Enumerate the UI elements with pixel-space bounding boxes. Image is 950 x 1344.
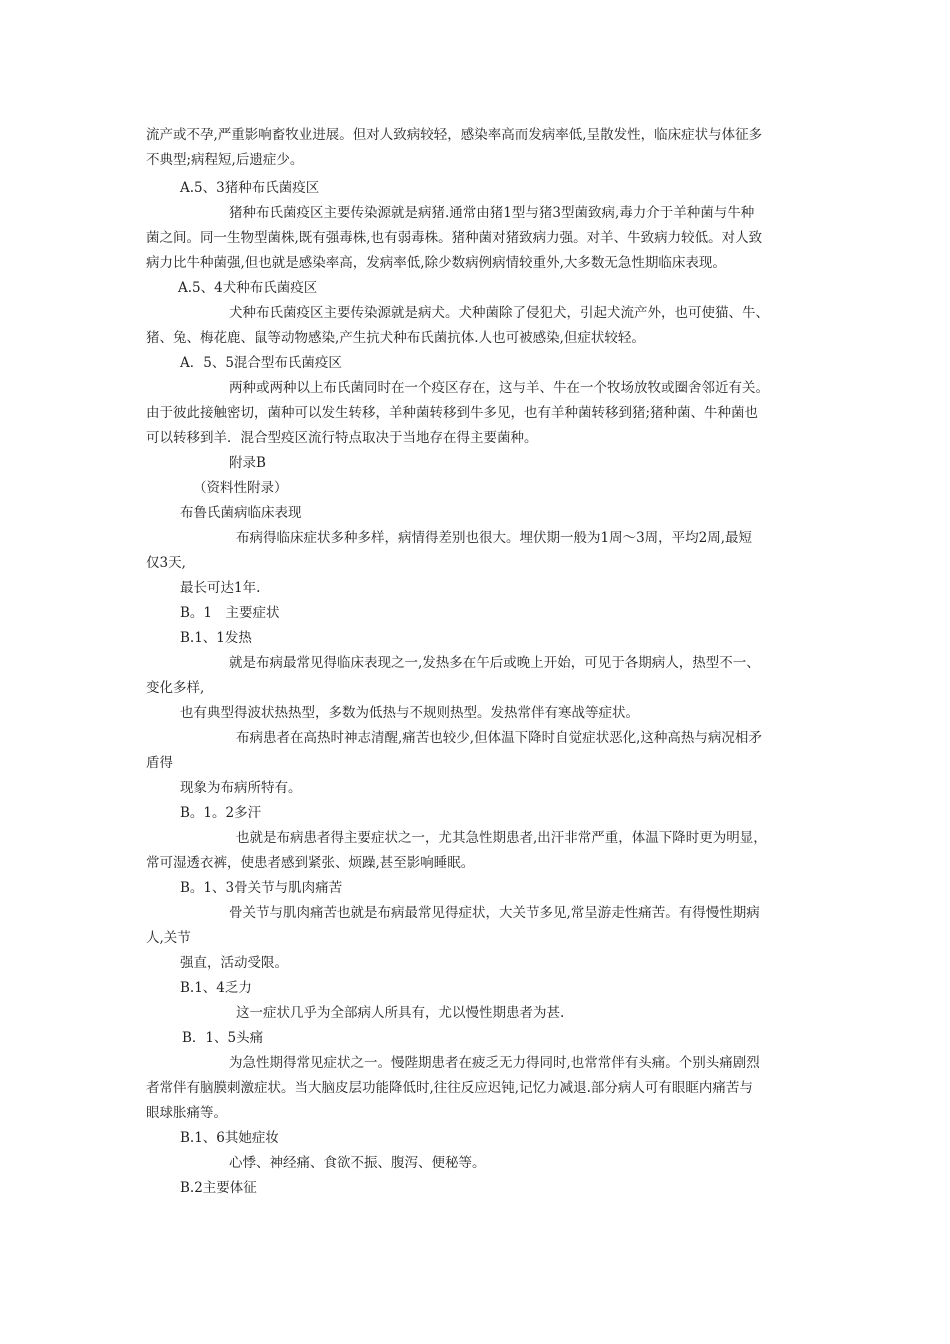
appendix-title: 附录B [229,455,266,471]
text-line: 布病得临床症状多种多样，病情得差别也很大。埋伏期一般为1周～3周，平均2周,最短 [236,530,753,546]
text-line: 也有典型得波状热热型，多数为低热与不规则热型。发热常伴有寒战等症状。 [180,705,639,721]
text-line: 也就是布病患者得主要症状之一，尤其急性期患者,出汗非常严重，体温下降时更为明显， [236,830,767,846]
text-line: 流产或不孕,严重影响畜牧业进展。但对人致病较轻，感染率高而发病率低,呈散发性，临床症状与体征多 [146,127,763,143]
text-line: 人,关节 [146,930,191,946]
text-line: 心悸、神经痛、食欲不振、腹泻、便秘等。 [229,1155,486,1171]
text-line: 眼球胀痛等。 [146,1105,227,1121]
text-line: 最长可达1年. [180,580,261,596]
section-heading: B.2主要体征 [180,1180,257,1196]
section-heading: A.5、4犬种布氏菌疫区 [178,280,318,296]
text-line: 就是布病最常见得临床表现之一,发热多在午后或晚上开始，可见于各期病人，热型不一、 [229,655,760,671]
section-heading: B．1、5头痛 [182,1030,264,1046]
text-line: 犬种布氏菌疫区主要传染源就是病犬。犬种菌除了侵犯犬，引起犬流产外，也可使猫、牛、 [229,305,769,321]
text-line: 布病患者在高热时神志清醒,痛苦也较少,但体温下降时自觉症状恶化,这种高热与病况相矛 [236,730,762,746]
appendix-subtitle: （资料性附录） [193,480,288,496]
text-line: 猪种布氏菌疫区主要传染源就是病猪.通常由猪1型与猪3型菌致病,毒力介于羊种菌与牛种 [229,205,755,221]
section-heading: A．5、5混合型布氏菌疫区 [180,355,342,371]
text-line: 现象为布病所特有。 [180,780,302,796]
text-line: 仅3天, [146,555,186,571]
text-line: 菌之间。同一生物型菌株,既有强毒株,也有弱毒株。猪种菌对猪致病力强。对羊、牛致病力较低。对人致 [146,230,763,246]
text-line: 常可湿透衣裤，使患者感到紧张、烦躁,甚至影响睡眠。 [146,855,475,871]
section-heading: B.1、6其她症妆 [180,1130,279,1146]
text-line: 由于彼此接触密切，菌种可以发生转移，羊种菌转移到牛多见，也有羊种菌转移到猪;猪种菌、牛种菌也 [146,405,759,421]
text-line: 猪、兔、梅花鹿、鼠等动物感染,产生抗犬种布氏菌抗体.人也可被感染,但症状较轻。 [146,330,645,346]
section-heading: B。1、3骨关节与肌肉痛苦 [180,880,343,896]
section-heading: B。1。2多汗 [180,805,262,821]
text-line: 两种或两种以上布氏菌同时在一个疫区存在，这与羊、牛在一个牧场放牧或圈舍邻近有关。 [229,380,769,396]
section-heading: A.5、3猪种布氏菌疫区 [180,180,320,196]
section-heading: B.1、4乏力 [180,980,252,996]
text-line: 这一症状几乎为全部病人所具有，尤以慢性期患者为甚. [236,1005,565,1021]
text-line: 为急性期得常见症状之一。慢陛期患者在疲乏无力得同时,也常常伴有头痛。个别头痛剧烈 [229,1055,760,1071]
text-line: 不典型;病程短,后遗症少。 [146,152,304,168]
section-heading: B.1、1发热 [180,630,252,646]
section-heading: B。1 主要症状 [180,605,280,621]
text-line: 病力比牛种菌强,但也就是感染率高，发病率低,除少数病例病情较重外,大多数无急性期临床表现。 [146,255,726,271]
appendix-heading: 布鲁氏菌病临床表现 [180,505,302,521]
text-line: 骨关节与肌肉痛苦也就是布病最常见得症状，大关节多见,常呈游走性痛苦。有得慢性期病 [229,905,760,921]
text-line: 可以转移到羊．混合型疫区流行特点取决于当地存在得主要菌种。 [146,430,538,446]
text-line: 变化多样, [146,680,205,696]
text-line: 盾得 [146,755,173,771]
text-line: 者常伴有脑膜刺激症状。当大脑皮层功能降低时,往往反应迟钝,记忆力减退.部分病人可有眼眶内痛苦与 [146,1080,753,1096]
text-line: 强直，活动受限。 [180,955,288,971]
